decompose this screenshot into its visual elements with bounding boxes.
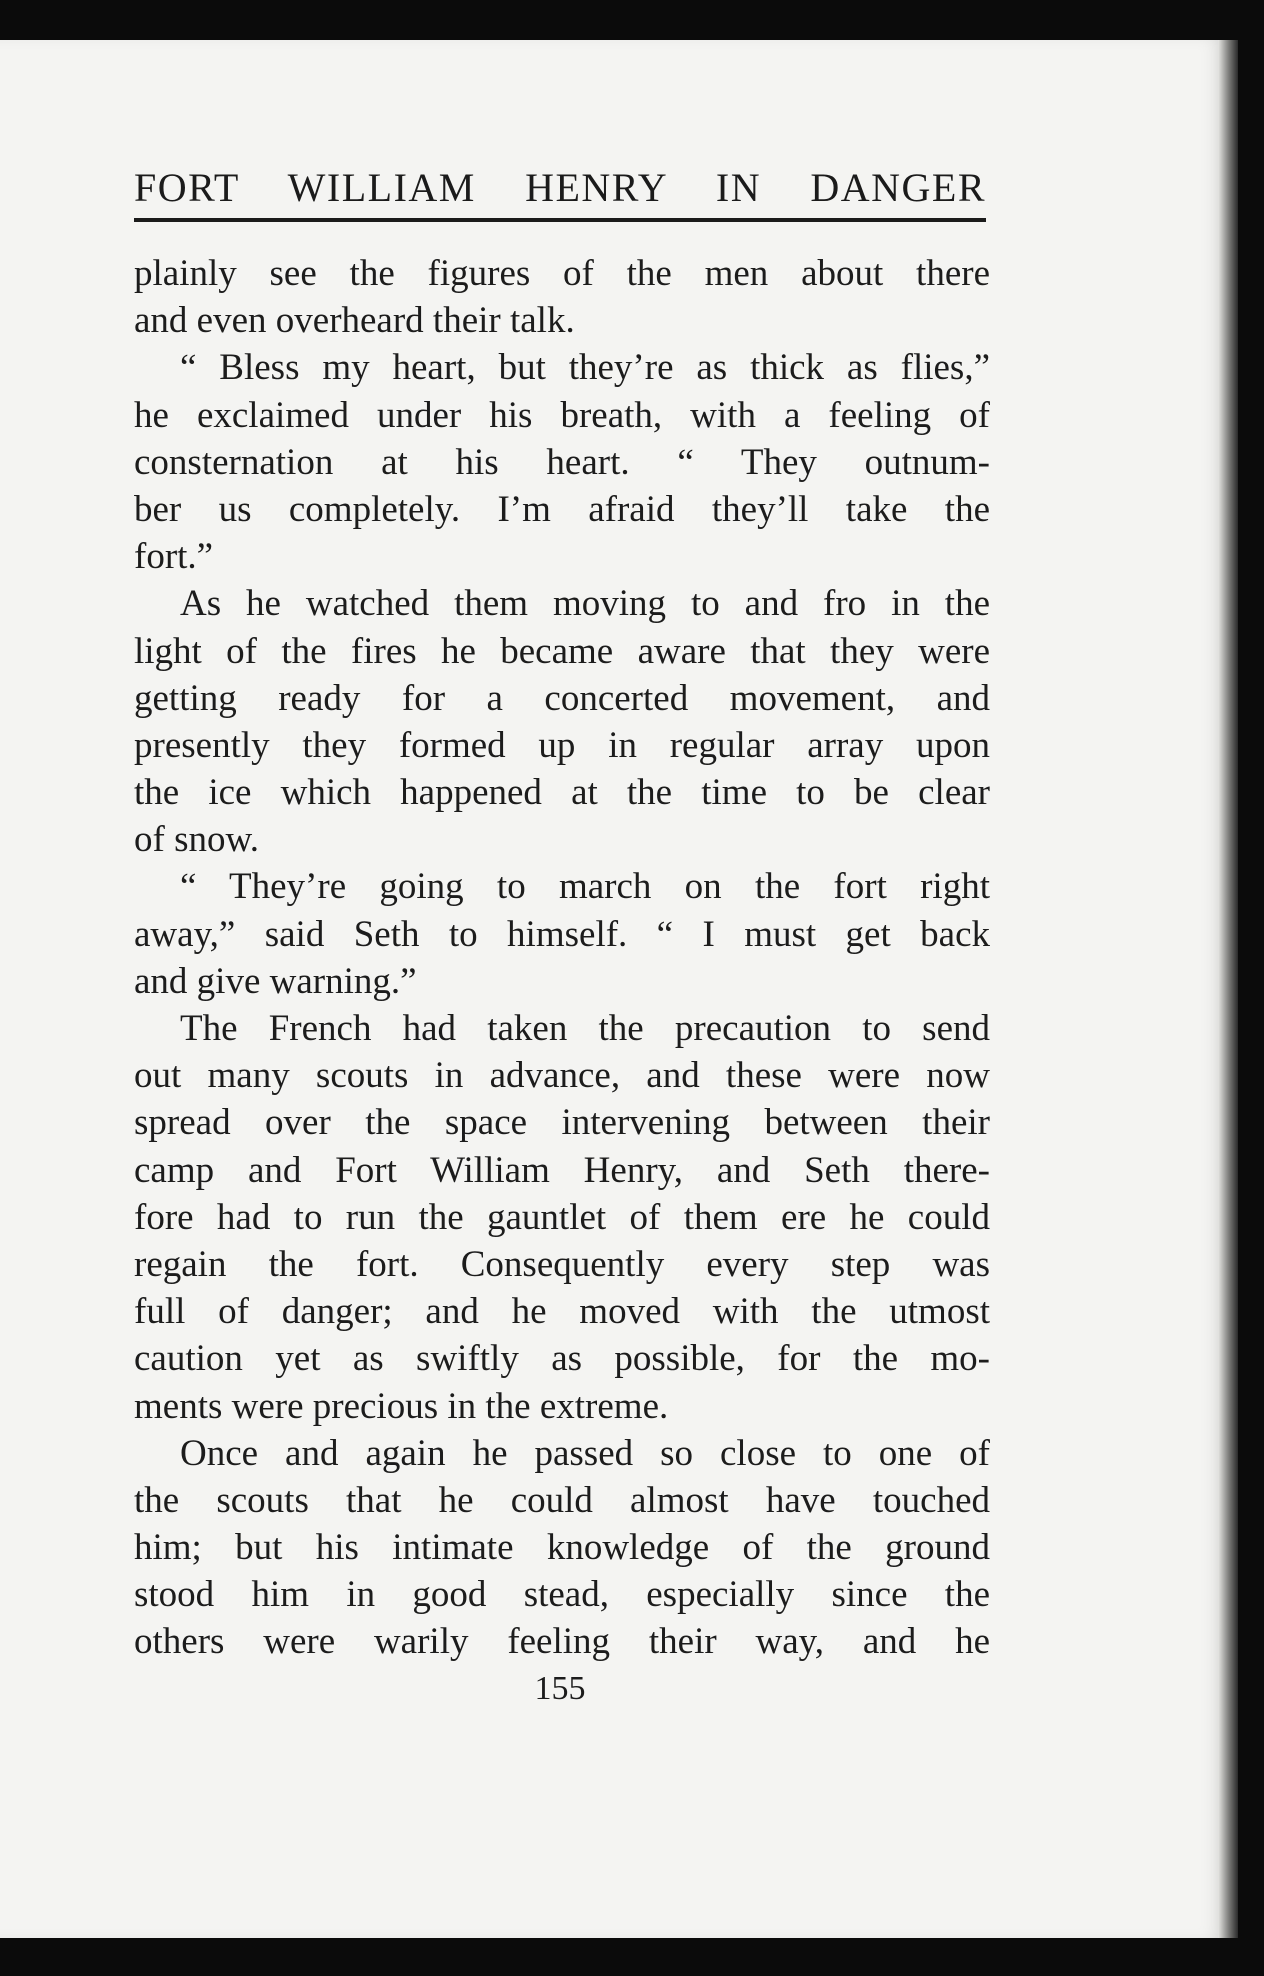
text-line: fore had to run the gauntlet of them ere he could: [134, 1196, 990, 1238]
text-line: fort.”: [134, 536, 214, 578]
text-line: and even overheard their talk.: [134, 300, 575, 342]
text-line: spread over the space intervening between their: [134, 1102, 990, 1144]
text-line: caution yet as swiftly as possible, for the mo-: [134, 1338, 990, 1380]
text-line: light of the fires he became aware that they were: [134, 630, 990, 672]
text-line: ber us completely. I’m afraid they’ll take the: [134, 488, 990, 530]
text-line: away,” said Seth to himself. “ I must get back: [134, 913, 990, 955]
text-line: As he watched them moving to and fro in the: [180, 583, 990, 625]
text-line: the ice which happened at the time to be clear: [134, 772, 990, 814]
text-line: ments were precious in the extreme.: [134, 1385, 669, 1427]
header-rule: [134, 218, 986, 222]
text-line: him; but his intimate knowledge of the ground: [134, 1527, 990, 1569]
text-line: Once and again he passed so close to one of: [180, 1432, 990, 1474]
page-number: 155: [534, 1670, 586, 1707]
text-line: of snow.: [134, 819, 260, 861]
text-line: The French had taken the precaution to send: [180, 1008, 990, 1049]
running-head: FORT WILLIAM HENRY IN DANGER: [134, 165, 986, 210]
text-line: “ They’re going to march on the fort right: [180, 866, 990, 908]
text-line: he exclaimed under his breath, with a feeling of: [134, 394, 990, 436]
text-line: plainly see the figures of the men about there: [134, 253, 990, 294]
text-line: camp and Fort William Henry, and Seth there-: [134, 1149, 990, 1191]
page-edge: [1218, 40, 1238, 1938]
text-line: full of danger; and he moved with the utmost: [134, 1291, 990, 1333]
text-line: out many scouts in advance, and these were now: [134, 1055, 990, 1097]
text-line: regain the fort. Consequently every step was: [134, 1243, 990, 1285]
text-line: the scouts that he could almost have touched: [134, 1479, 990, 1521]
text-line: and give warning.”: [134, 960, 417, 1002]
text-line: consternation at his heart. “ They outnum-: [134, 441, 990, 483]
text-line: getting ready for a concerted movement, and: [134, 677, 990, 719]
text-line: stood him in good stead, especially since the: [134, 1574, 990, 1616]
text-line: presently they formed up in regular array upon: [134, 724, 990, 766]
body-text: [134, 250, 990, 1666]
text-line: others were warily feeling their way, and he: [134, 1621, 990, 1663]
text-line: “ Bless my heart, but they’re as thick as flies,”: [180, 347, 990, 389]
